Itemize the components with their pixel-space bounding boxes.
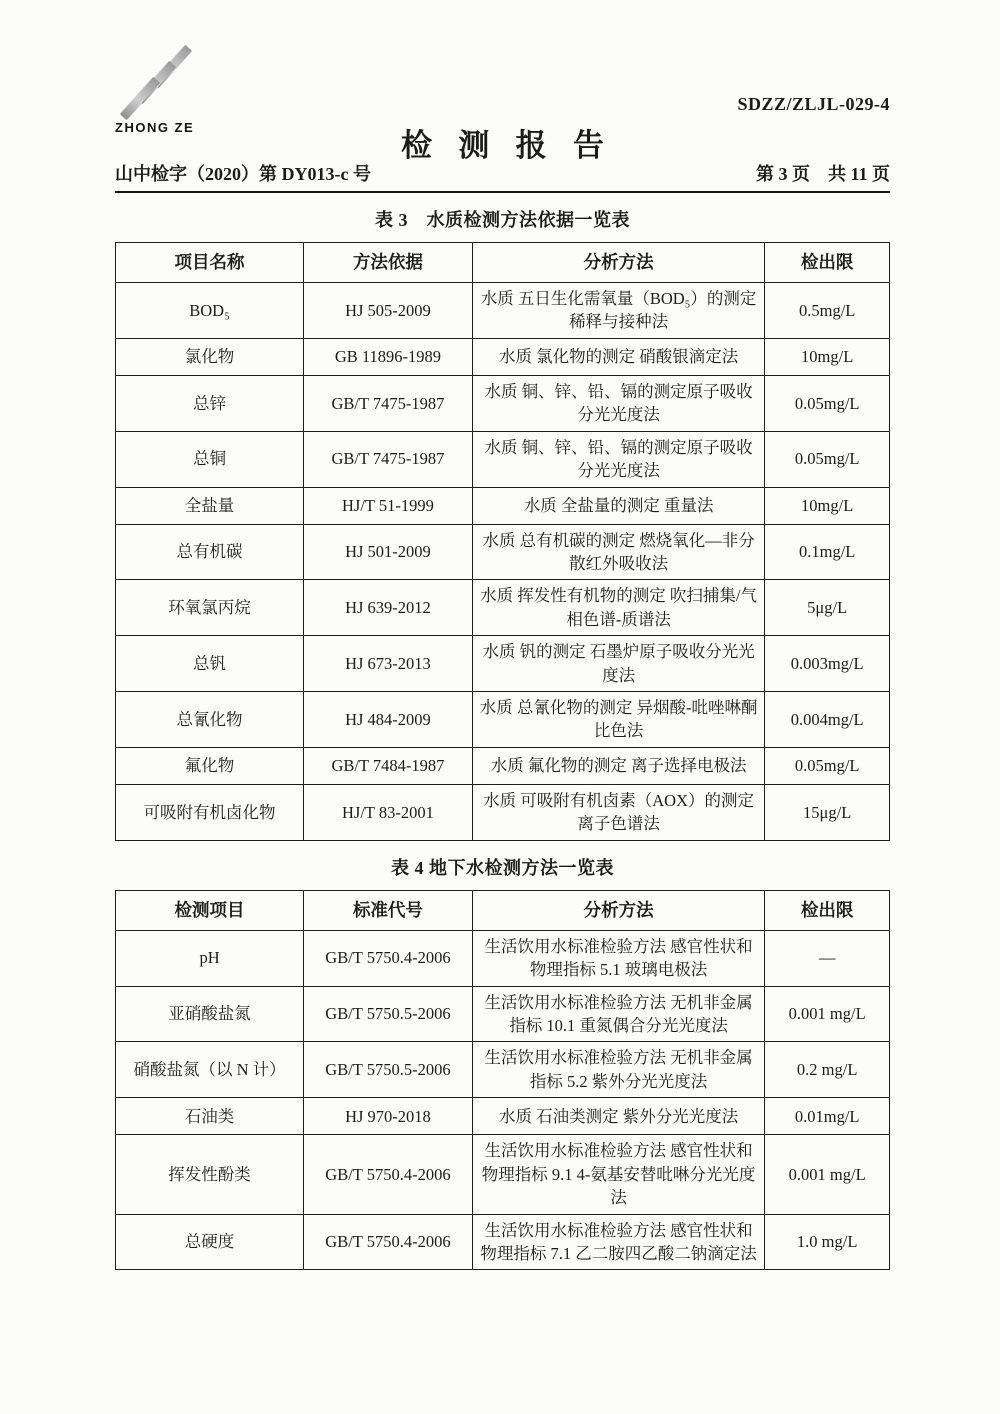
cell-item-name: 可吸附有机卤化物 [116,784,304,840]
cell-detection-limit: 5μg/L [765,580,890,636]
cell-detection-limit: 15μg/L [765,784,890,840]
cell-item-name: 石油类 [116,1098,304,1135]
cell-analysis-method: 水质 氯化物的测定 硝酸银滴定法 [472,338,765,375]
column-header-analysis-method: 分析方法 [472,890,765,930]
table-row [116,487,890,524]
cell-item-name: pH [116,930,304,986]
cell-item-name: 全盐量 [116,487,304,524]
cell-item-name: 氟化物 [116,747,304,784]
cell-detection-limit: 0.1mg/L [765,524,890,580]
table-row [116,1042,890,1098]
cell-item-name: 总氰化物 [116,692,304,748]
cell-analysis-method: 水质 总氰化物的测定 异烟酸-吡唑啉酮比色法 [472,692,765,748]
cell-item-name: 环氧氯丙烷 [116,580,304,636]
cell-analysis-method: 生活饮用水标准检验方法 无机非金属指标 5.2 紫外分光光度法 [472,1042,765,1098]
table-row [116,1098,890,1135]
report-number: 山中检字（2020）第 DY013-c 号 [115,164,371,184]
groundwater-method-table [115,890,890,1271]
cell-item-name: 总钒 [116,636,304,692]
table-row [116,692,890,748]
cell-standard-code: GB/T 5750.5-2006 [304,986,473,1042]
cell-item-name: 亚硝酸盐氮 [116,986,304,1042]
cell-item-name: 挥发性酚类 [116,1135,304,1214]
cell-method-basis: HJ/T 51-1999 [304,487,473,524]
table-row [116,747,890,784]
cell-method-basis: HJ 673-2013 [304,636,473,692]
table-row [116,784,890,840]
cell-item-name: 总锌 [116,375,304,431]
cell-item-name: BOD₅ [116,283,304,339]
table-row [116,636,890,692]
cell-method-basis: HJ 639-2012 [304,580,473,636]
cell-detection-limit: 0.001 mg/L [765,986,890,1042]
cell-analysis-method: 水质 石油类测定 紫外分光光度法 [472,1098,765,1135]
cell-detection-limit: 0.004mg/L [765,692,890,748]
cell-detection-limit: 1.0 mg/L [765,1214,890,1270]
cell-detection-limit: 0.05mg/L [765,747,890,784]
cell-standard-code: GB/T 5750.4-2006 [304,930,473,986]
page-title: 检测报告 [400,128,631,163]
table-header-row [116,243,890,283]
cell-analysis-method: 水质 全盐量的测定 重量法 [472,487,765,524]
cell-item-name: 硝酸盐氮（以 N 计） [116,1042,304,1098]
table-row [116,930,890,986]
header-bottom-row [115,160,890,193]
cell-analysis-method: 生活饮用水标准检验方法 无机非金属指标 10.1 重氮偶合分光光度法 [472,986,765,1042]
cell-analysis-method: 水质 总有机碳的测定 燃烧氧化—非分散红外吸收法 [472,524,765,580]
cell-method-basis: HJ 484-2009 [304,692,473,748]
cell-method-basis: HJ 501-2009 [304,524,473,580]
cell-item-name: 总有机碳 [116,524,304,580]
cell-detection-limit: 0.05mg/L [765,431,890,487]
document-code: SDZZ/ZLJL-029-4 [737,94,890,114]
table-row [116,986,890,1042]
cell-detection-limit: — [765,930,890,986]
table-row [116,1135,890,1214]
table3-caption: 表 3 水质检测方法依据一览表 [375,210,630,230]
cell-detection-limit: 10mg/L [765,338,890,375]
column-header-item-name: 项目名称 [116,243,304,283]
cell-analysis-method: 水质 铜、锌、铅、镉的测定原子吸收分光光度法 [472,375,765,431]
table-row [116,431,890,487]
cell-detection-limit: 0.01mg/L [765,1098,890,1135]
logo-text: ZHONG ZE [115,120,195,135]
cell-standard-code: GB/T 5750.4-2006 [304,1135,473,1214]
table-row [116,283,890,339]
cell-analysis-method: 生活饮用水标准检验方法 感官性状和物理指标 9.1 4-氨基安替吡啉分光光度法 [472,1135,765,1214]
cell-analysis-method: 水质 氟化物的测定 离子选择电极法 [472,747,765,784]
cell-detection-limit: 0.05mg/L [765,375,890,431]
table-row [116,1214,890,1270]
cell-detection-limit: 0.5mg/L [765,283,890,339]
column-header-analysis-method: 分析方法 [472,243,765,283]
cell-method-basis: GB/T 7484-1987 [304,747,473,784]
table-row [116,580,890,636]
cell-item-name: 总铜 [116,431,304,487]
column-header-test-item: 检测项目 [116,890,304,930]
cell-standard-code: GB/T 5750.5-2006 [304,1042,473,1098]
column-header-standard-code: 标准代号 [304,890,473,930]
cell-item-name: 氯化物 [116,338,304,375]
cell-method-basis: GB/T 7475-1987 [304,431,473,487]
report-header [115,0,890,193]
cell-method-basis: GB 11896-1989 [304,338,473,375]
cell-detection-limit: 0.2 mg/L [765,1042,890,1098]
cell-method-basis: GB/T 7475-1987 [304,375,473,431]
logo-stripes-icon [115,56,210,114]
table-row [116,338,890,375]
cell-analysis-method: 水质 钒的测定 石墨炉原子吸收分光光度法 [472,636,765,692]
cell-method-basis: HJ/T 83-2001 [304,784,473,840]
cell-detection-limit: 0.003mg/L [765,636,890,692]
cell-analysis-method: 生活饮用水标准检验方法 感官性状和物理指标 5.1 玻璃电极法 [472,930,765,986]
cell-item-name: 总硬度 [116,1214,304,1270]
table-row [116,524,890,580]
cell-standard-code: HJ 970-2018 [304,1098,473,1135]
column-header-detection-limit: 检出限 [765,243,890,283]
cell-detection-limit: 0.001 mg/L [765,1135,890,1214]
cell-detection-limit: 10mg/L [765,487,890,524]
column-header-detection-limit: 检出限 [765,890,890,930]
cell-method-basis: HJ 505-2009 [304,283,473,339]
water-quality-method-table [115,242,890,841]
table-header-row [116,890,890,930]
cell-analysis-method: 水质 可吸附有机卤素（AOX）的测定 离子色谱法 [472,784,765,840]
cell-standard-code: GB/T 5750.4-2006 [304,1214,473,1270]
column-header-method-basis: 方法依据 [304,243,473,283]
cell-analysis-method: 水质 挥发性有机物的测定 吹扫捕集/气相色谱-质谱法 [472,580,765,636]
cell-analysis-method: 生活饮用水标准检验方法 感官性状和物理指标 7.1 乙二胺四乙酸二钠滴定法 [472,1214,765,1270]
table4-caption: 表 4 地下水检测方法一览表 [391,857,614,878]
cell-analysis-method: 水质 五日生化需氧量（BOD₅）的测定稀释与接种法 [472,283,765,339]
page-indicator: 第 3 页 共 11 页 [755,164,890,184]
table-row [116,375,890,431]
cell-analysis-method: 水质 铜、锌、铅、镉的测定原子吸收分光光度法 [472,431,765,487]
